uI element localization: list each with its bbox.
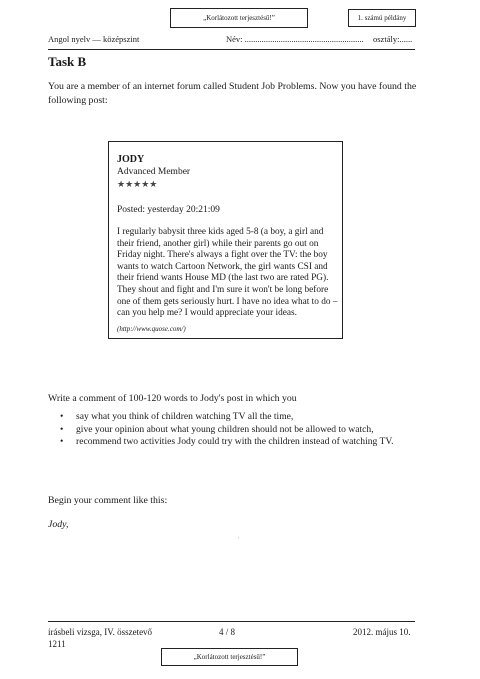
exam-date: 2012. május 10. [353, 627, 411, 637]
instruction-lead: Write a comment of 100-120 words to Jody's post in which you [48, 393, 297, 404]
salutation: Jody, [48, 519, 69, 530]
begin-instruction: Begin your comment like this: [48, 495, 168, 506]
restricted-label: „Korlátozott terjesztésű!” [203, 14, 275, 22]
restricted-label: „Korlátozott terjesztésű!” [193, 653, 266, 661]
header-rule [48, 49, 415, 50]
class-field: osztály:...... [373, 34, 413, 44]
forum-post-box [108, 141, 343, 339]
post-timestamp: Posted: yesterday 20:21:09 [117, 205, 220, 215]
task-title: Task B [48, 54, 87, 69]
copy-number-box [348, 9, 416, 27]
scan-speck: ' [238, 537, 240, 543]
post-source: (http://www.quose.com/) [117, 325, 186, 333]
rating-stars-icon: ★★★★★ [117, 179, 158, 189]
restricted-distribution-footer-box [161, 648, 298, 666]
task-intro: You are a member of an internet forum called Student Job Problems. Now you have found the following post: [48, 81, 417, 106]
page-number: 4 / 8 [219, 627, 236, 637]
bullet-icon: • [60, 411, 64, 422]
post-author: JODY [117, 154, 145, 165]
post-body: I regularly babysit three kids aged 5-8 (a boy, a girl and their friend, another girl) while their parents go out on Friday night. There's always a fight over the TV: the boy wants to watch Cartoon Network, the girl wants CSI and their friend wants House MD (the last two are rated PG). They shout and fight and I'm sure it won't be long before one of them gets seriously hurt. I have no idea what to do – can you help me? I would appreciate your ideas. [117, 227, 338, 319]
instruction-list [48, 411, 394, 449]
list-item: • recommend two activities Jody could try with the children instead of watching TV. [60, 436, 394, 447]
restricted-distribution-box [170, 8, 308, 28]
bullet-icon: • [60, 423, 64, 435]
post-author-role: Advanced Member [117, 167, 191, 177]
list-item: • give your opinion about what young children should not be allowed to watch, [60, 423, 374, 435]
bullet-icon: • [60, 436, 64, 447]
list-item: • say what you think of children watching TV all the time, [60, 411, 294, 422]
exam-code: 1211 [48, 639, 66, 649]
footer-rule [48, 621, 415, 622]
exam-label: írásbeli vizsga, IV. összetevő [48, 627, 153, 637]
name-field: Név: ........................................................ [226, 34, 364, 44]
subject-label: Angol nyelv — középszint [48, 34, 140, 44]
copy-label: 1. számú példány [357, 14, 407, 22]
